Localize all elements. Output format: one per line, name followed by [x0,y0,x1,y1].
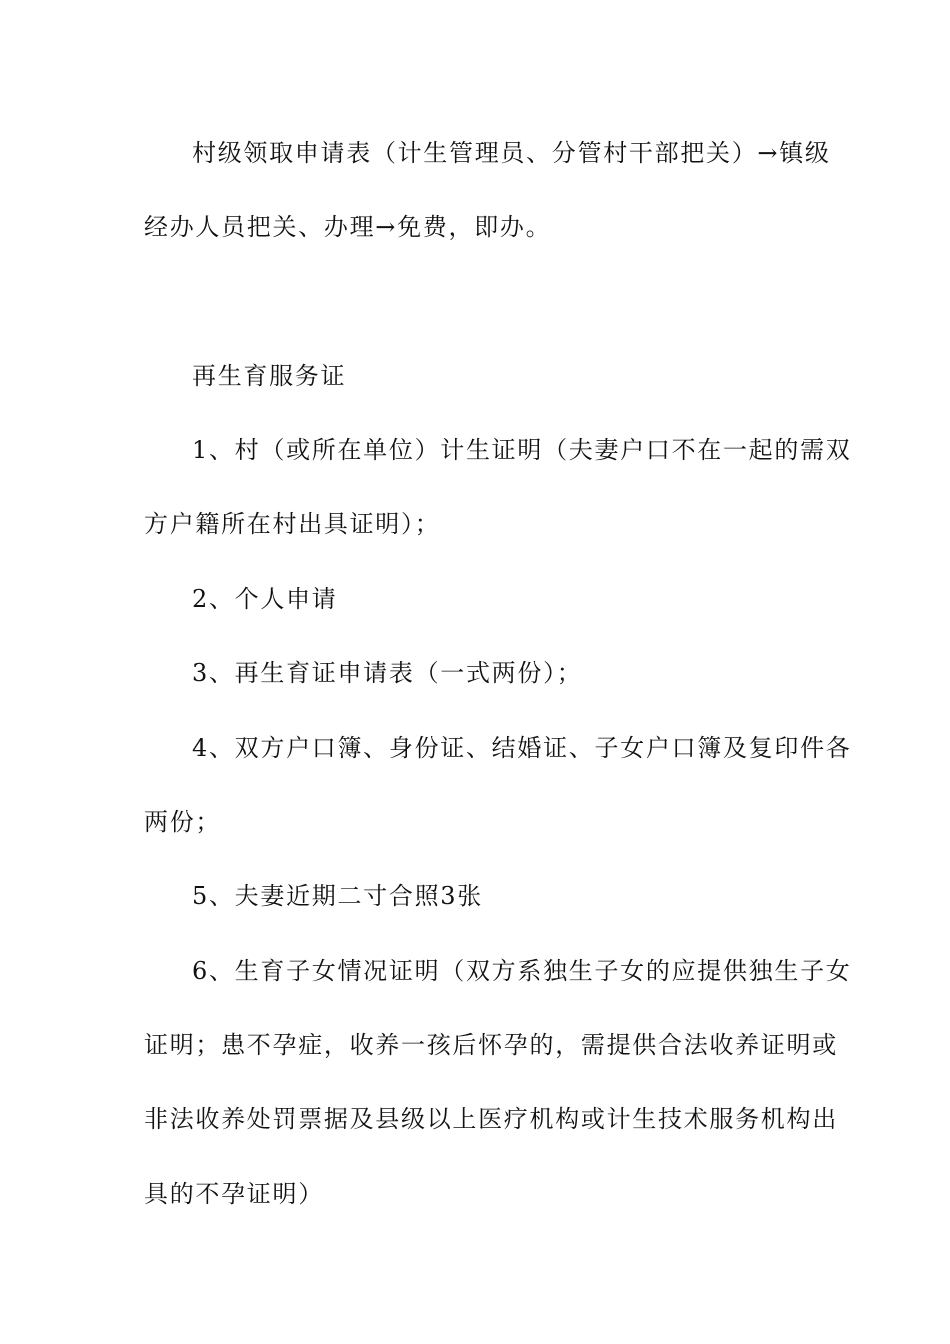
list-item-4: 4、双方户口簿、身份证、结婚证、子女户口簿及复印件各 [192,734,852,762]
list-item-6-continuation: 非法收养处罚票据及县级以上医疗机构或计生技术服务机构出 [144,1105,838,1133]
list-item-6: 6、生育子女情况证明（双方系独生子女的应提供独生子女 [192,957,852,985]
list-item-1-continuation: 方户籍所在村出具证明）； [144,510,441,538]
list-item-4-continuation: 两份； [144,808,222,836]
section-heading: 再生育服务证 [192,362,347,390]
list-item-6-continuation: 证明；患不孕症，收养一孩后怀孕的，需提供合法收养证明或 [144,1031,838,1059]
list-item-1: 1、村（或所在单位）计生证明（夫妻户口不在一起的需双 [192,436,852,464]
list-item-2: 2、个人申请 [192,585,338,613]
paragraph-line: 经办人员把关、办理→免费，即办。 [144,213,552,241]
list-item-5: 5、夫妻近期二寸合照3张 [192,882,483,910]
list-item-3: 3、再生育证申请表（一式两份）； [192,659,583,687]
paragraph-line: 村级领取申请表（计生管理员、分管村干部把关）→镇级 [192,139,831,167]
list-item-6-continuation: 具的不孕证明） [144,1180,324,1208]
